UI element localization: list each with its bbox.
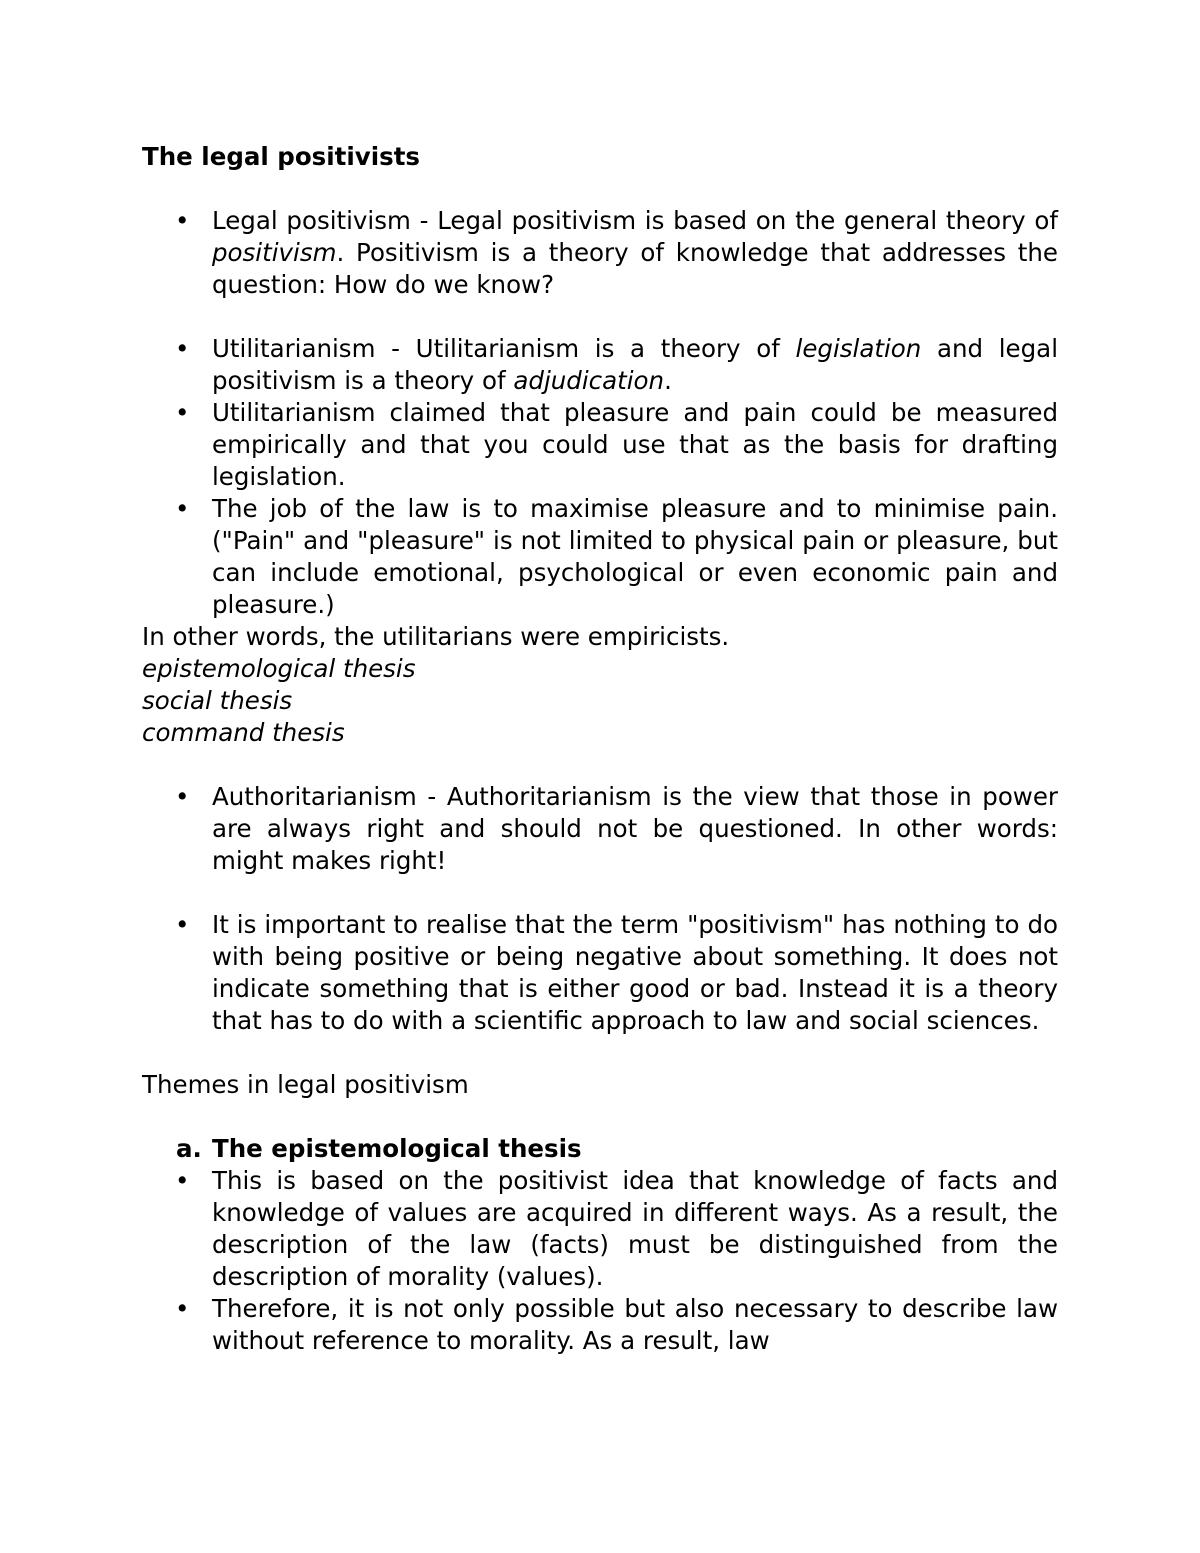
- emphasis-text: positivism: [212, 238, 337, 267]
- list-item-text: Therefore, it is not only possible but also necessary to describe law without reference to morality. As a result, law: [212, 1294, 1058, 1355]
- sub-heading-letter: a.: [176, 1134, 202, 1163]
- list-item-text: This is based on the positivist idea that knowledge of facts and knowledge of values are acquired in different ways. As a result, the description of the law (facts) must be distinguished from the description of morality (values).: [212, 1166, 1058, 1291]
- empiricists-line: In other words, the utilitarians were empiricists.: [142, 622, 730, 651]
- list-item-text: It is important to realise that the term "positivism" has nothing to do with being positive or being negative about something. It does not indicate something that is either good or bad. Instead it is a theory that has to do with a scientific approach to law and social sciences.: [212, 910, 1058, 1035]
- list-item-positivism-term: [142, 909, 1058, 1037]
- list-item-text: Utilitarianism - Utilitarianism is a theory of: [212, 334, 796, 363]
- spacer: [142, 749, 1058, 781]
- bullet-icon: •: [175, 398, 190, 427]
- list-item-text: The job of the law is to maximise pleasure and to minimise pain. ("Pain" and "pleasure" is not limited to physical pain or pleasure, but can include emotional, psychological or even economic pain and pleasure.): [212, 494, 1058, 619]
- list-item-job-of-law: [142, 493, 1058, 621]
- spacer: [142, 301, 1058, 333]
- sub-heading-label: The epistemological thesis: [212, 1134, 582, 1163]
- thesis-command: command thesis: [142, 718, 345, 747]
- list-item-utilitarianism: [142, 333, 1058, 397]
- spacer: [142, 1101, 1058, 1133]
- list-item-legal-positivism: [142, 205, 1058, 301]
- document-body: [142, 141, 1058, 1357]
- list-item-facts-values: [142, 1165, 1058, 1293]
- list-item-authoritarianism: [142, 781, 1058, 877]
- bullet-icon: •: [175, 494, 190, 523]
- page-title: The legal positivists: [142, 142, 421, 171]
- list-item-text: and legal positivism is a theory of: [212, 334, 1059, 395]
- bullet-icon: •: [175, 782, 190, 811]
- emphasis-text: legislation: [795, 334, 922, 363]
- emphasis-text: adjudication: [513, 366, 665, 395]
- spacer: [142, 877, 1058, 909]
- list-item-describe-law: [142, 1293, 1058, 1357]
- list-item-text: Authoritarianism - Authoritarianism is the view that those in power are always right and should not be questioned. In other words: might makes right!: [212, 782, 1058, 875]
- thesis-social: social thesis: [142, 686, 293, 715]
- spacer: [142, 173, 1058, 205]
- list-item-utilitarianism-claim: [142, 397, 1058, 493]
- bullet-icon: •: [175, 1166, 190, 1195]
- themes-heading: Themes in legal positivism: [142, 1070, 469, 1099]
- list-item-text: Utilitarianism claimed that pleasure and pain could be measured empirically and that you could use that as the basis for drafting legislation.: [212, 398, 1058, 491]
- bullet-icon: •: [175, 910, 190, 939]
- list-item-text: . Positivism is a theory of knowledge that addresses the question: How do we know?: [212, 238, 1058, 299]
- list-item-text: .: [664, 366, 672, 395]
- thesis-epistemological: epistemological thesis: [142, 654, 416, 683]
- sub-heading-epistemological: [142, 1133, 1058, 1165]
- spacer: [142, 1037, 1058, 1069]
- bullet-icon: •: [175, 1294, 190, 1323]
- bullet-icon: •: [175, 206, 190, 235]
- list-item-text: Legal positivism - Legal positivism is based on the general theory of: [212, 206, 1058, 235]
- bullet-icon: •: [175, 334, 190, 363]
